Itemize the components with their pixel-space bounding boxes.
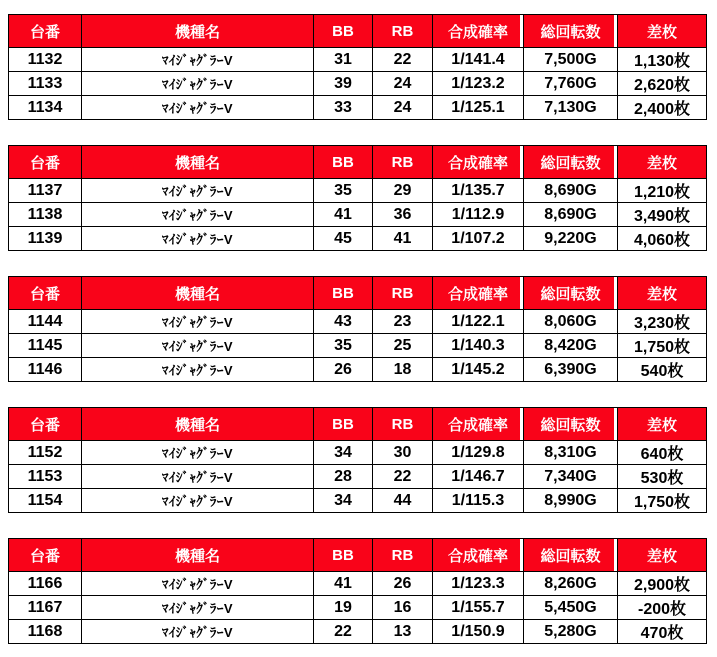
table-row <box>9 334 707 358</box>
cell-unit-number: 1132 <box>9 48 82 72</box>
cell-medal-diff: 530枚 <box>618 465 707 489</box>
cell-total-spins: 8,990G <box>524 489 618 513</box>
data-table-group-5 <box>8 538 707 644</box>
cell-bb-count: 34 <box>314 489 373 513</box>
header-unit-number: 台番 <box>9 539 82 572</box>
data-table-group-4 <box>8 407 707 513</box>
header-medal-diff: 差枚 <box>618 146 707 179</box>
cell-medal-diff: 640枚 <box>618 441 707 465</box>
table-row <box>9 465 707 489</box>
cell-combined-probability: 1/146.7 <box>433 465 524 489</box>
cell-bb-count: 33 <box>314 96 373 120</box>
table-row <box>9 48 707 72</box>
cell-total-spins: 8,690G <box>524 179 618 203</box>
cell-medal-diff: 3,490枚 <box>618 203 707 227</box>
cell-bb-count: 22 <box>314 620 373 644</box>
cell-total-spins: 9,220G <box>524 227 618 251</box>
cell-model-name: ﾏｲｼﾞｬｸﾞﾗｰV <box>82 227 314 251</box>
cell-bb-count: 35 <box>314 179 373 203</box>
header-row <box>9 15 707 48</box>
cell-combined-probability: 1/123.3 <box>433 572 524 596</box>
cell-total-spins: 8,060G <box>524 310 618 334</box>
cell-model-name: ﾏｲｼﾞｬｸﾞﾗｰV <box>82 203 314 227</box>
cell-total-spins: 7,130G <box>524 96 618 120</box>
header-model-name: 機種名 <box>82 408 314 441</box>
table-row <box>9 203 707 227</box>
cell-bb-count: 41 <box>314 203 373 227</box>
cell-total-spins: 8,260G <box>524 572 618 596</box>
cell-rb-count: 16 <box>373 596 433 620</box>
header-medal-diff: 差枚 <box>618 277 707 310</box>
cell-medal-diff: 3,230枚 <box>618 310 707 334</box>
cell-medal-diff: 1,210枚 <box>618 179 707 203</box>
cell-total-spins: 8,690G <box>524 203 618 227</box>
cell-rb-count: 22 <box>373 48 433 72</box>
cell-model-name: ﾏｲｼﾞｬｸﾞﾗｰV <box>82 72 314 96</box>
cell-unit-number: 1154 <box>9 489 82 513</box>
header-model-name: 機種名 <box>82 146 314 179</box>
cell-combined-probability: 1/155.7 <box>433 596 524 620</box>
cell-medal-diff: -200枚 <box>618 596 707 620</box>
cell-rb-count: 30 <box>373 441 433 465</box>
cell-combined-probability: 1/107.2 <box>433 227 524 251</box>
cell-medal-diff: 1,750枚 <box>618 489 707 513</box>
header-rb-count: RB <box>373 539 433 572</box>
cell-combined-probability: 1/115.3 <box>433 489 524 513</box>
cell-total-spins: 8,420G <box>524 334 618 358</box>
cell-model-name: ﾏｲｼﾞｬｸﾞﾗｰV <box>82 465 314 489</box>
header-combined-probability: 合成確率 <box>433 277 524 310</box>
cell-model-name: ﾏｲｼﾞｬｸﾞﾗｰV <box>82 334 314 358</box>
cell-unit-number: 1138 <box>9 203 82 227</box>
header-row <box>9 408 707 441</box>
header-combined-probability: 合成確率 <box>433 15 524 48</box>
header-rb-count: RB <box>373 146 433 179</box>
cell-total-spins: 5,450G <box>524 596 618 620</box>
cell-model-name: ﾏｲｼﾞｬｸﾞﾗｰV <box>82 441 314 465</box>
cell-rb-count: 18 <box>373 358 433 382</box>
header-combined-probability: 合成確率 <box>433 539 524 572</box>
cell-bb-count: 19 <box>314 596 373 620</box>
cell-rb-count: 13 <box>373 620 433 644</box>
cell-total-spins: 5,280G <box>524 620 618 644</box>
cell-total-spins: 7,500G <box>524 48 618 72</box>
cell-unit-number: 1167 <box>9 596 82 620</box>
cell-combined-probability: 1/123.2 <box>433 72 524 96</box>
data-table-group-1 <box>8 14 707 120</box>
header-total-spins: 総回転数 <box>524 408 618 441</box>
table-row <box>9 96 707 120</box>
cell-bb-count: 35 <box>314 334 373 358</box>
cell-medal-diff: 540枚 <box>618 358 707 382</box>
cell-model-name: ﾏｲｼﾞｬｸﾞﾗｰV <box>82 96 314 120</box>
header-unit-number: 台番 <box>9 146 82 179</box>
cell-unit-number: 1168 <box>9 620 82 644</box>
header-bb-count: BB <box>314 277 373 310</box>
header-row <box>9 539 707 572</box>
cell-medal-diff: 2,900枚 <box>618 572 707 596</box>
cell-total-spins: 7,760G <box>524 72 618 96</box>
table-row <box>9 179 707 203</box>
header-medal-diff: 差枚 <box>618 408 707 441</box>
cell-bb-count: 43 <box>314 310 373 334</box>
cell-rb-count: 44 <box>373 489 433 513</box>
table-row <box>9 596 707 620</box>
cell-bb-count: 45 <box>314 227 373 251</box>
header-row <box>9 277 707 310</box>
table-row <box>9 310 707 334</box>
cell-model-name: ﾏｲｼﾞｬｸﾞﾗｰV <box>82 179 314 203</box>
cell-model-name: ﾏｲｼﾞｬｸﾞﾗｰV <box>82 596 314 620</box>
header-model-name: 機種名 <box>82 15 314 48</box>
cell-bb-count: 41 <box>314 572 373 596</box>
cell-unit-number: 1152 <box>9 441 82 465</box>
table-row <box>9 358 707 382</box>
cell-medal-diff: 470枚 <box>618 620 707 644</box>
header-model-name: 機種名 <box>82 539 314 572</box>
table-row <box>9 441 707 465</box>
cell-bb-count: 28 <box>314 465 373 489</box>
header-unit-number: 台番 <box>9 15 82 48</box>
cell-bb-count: 34 <box>314 441 373 465</box>
cell-model-name: ﾏｲｼﾞｬｸﾞﾗｰV <box>82 572 314 596</box>
header-bb-count: BB <box>314 15 373 48</box>
cell-combined-probability: 1/122.1 <box>433 310 524 334</box>
header-total-spins: 総回転数 <box>524 539 618 572</box>
cell-unit-number: 1153 <box>9 465 82 489</box>
data-table-group-3 <box>8 276 707 382</box>
cell-model-name: ﾏｲｼﾞｬｸﾞﾗｰV <box>82 358 314 382</box>
cell-combined-probability: 1/150.9 <box>433 620 524 644</box>
header-total-spins: 総回転数 <box>524 15 618 48</box>
cell-rb-count: 24 <box>373 96 433 120</box>
cell-model-name: ﾏｲｼﾞｬｸﾞﾗｰV <box>82 620 314 644</box>
cell-total-spins: 6,390G <box>524 358 618 382</box>
cell-combined-probability: 1/145.2 <box>433 358 524 382</box>
cell-unit-number: 1144 <box>9 310 82 334</box>
cell-unit-number: 1134 <box>9 96 82 120</box>
cell-model-name: ﾏｲｼﾞｬｸﾞﾗｰV <box>82 489 314 513</box>
header-rb-count: RB <box>373 15 433 48</box>
cell-rb-count: 23 <box>373 310 433 334</box>
header-medal-diff: 差枚 <box>618 15 707 48</box>
cell-unit-number: 1166 <box>9 572 82 596</box>
header-row <box>9 146 707 179</box>
cell-combined-probability: 1/135.7 <box>433 179 524 203</box>
cell-rb-count: 36 <box>373 203 433 227</box>
cell-unit-number: 1137 <box>9 179 82 203</box>
cell-unit-number: 1145 <box>9 334 82 358</box>
cell-bb-count: 31 <box>314 48 373 72</box>
header-medal-diff: 差枚 <box>618 539 707 572</box>
cell-bb-count: 26 <box>314 358 373 382</box>
table-row <box>9 489 707 513</box>
cell-total-spins: 7,340G <box>524 465 618 489</box>
cell-model-name: ﾏｲｼﾞｬｸﾞﾗｰV <box>82 48 314 72</box>
cell-combined-probability: 1/140.3 <box>433 334 524 358</box>
header-unit-number: 台番 <box>9 277 82 310</box>
cell-combined-probability: 1/125.1 <box>433 96 524 120</box>
cell-rb-count: 25 <box>373 334 433 358</box>
table-row <box>9 620 707 644</box>
cell-model-name: ﾏｲｼﾞｬｸﾞﾗｰV <box>82 310 314 334</box>
cell-medal-diff: 1,750枚 <box>618 334 707 358</box>
header-bb-count: BB <box>314 539 373 572</box>
header-combined-probability: 合成確率 <box>433 408 524 441</box>
header-bb-count: BB <box>314 408 373 441</box>
header-model-name: 機種名 <box>82 277 314 310</box>
cell-rb-count: 29 <box>373 179 433 203</box>
header-total-spins: 総回転数 <box>524 277 618 310</box>
header-bb-count: BB <box>314 146 373 179</box>
cell-combined-probability: 1/129.8 <box>433 441 524 465</box>
cell-bb-count: 39 <box>314 72 373 96</box>
cell-combined-probability: 1/112.9 <box>433 203 524 227</box>
cell-unit-number: 1133 <box>9 72 82 96</box>
cell-rb-count: 22 <box>373 465 433 489</box>
table-row <box>9 572 707 596</box>
cell-medal-diff: 1,130枚 <box>618 48 707 72</box>
header-combined-probability: 合成確率 <box>433 146 524 179</box>
cell-medal-diff: 2,400枚 <box>618 96 707 120</box>
header-total-spins: 総回転数 <box>524 146 618 179</box>
cell-combined-probability: 1/141.4 <box>433 48 524 72</box>
table-row <box>9 227 707 251</box>
cell-total-spins: 8,310G <box>524 441 618 465</box>
cell-rb-count: 24 <box>373 72 433 96</box>
cell-medal-diff: 4,060枚 <box>618 227 707 251</box>
cell-unit-number: 1139 <box>9 227 82 251</box>
table-row <box>9 72 707 96</box>
cell-medal-diff: 2,620枚 <box>618 72 707 96</box>
header-rb-count: RB <box>373 408 433 441</box>
header-rb-count: RB <box>373 277 433 310</box>
cell-rb-count: 26 <box>373 572 433 596</box>
header-unit-number: 台番 <box>9 408 82 441</box>
cell-rb-count: 41 <box>373 227 433 251</box>
data-table-group-2 <box>8 145 707 251</box>
cell-unit-number: 1146 <box>9 358 82 382</box>
